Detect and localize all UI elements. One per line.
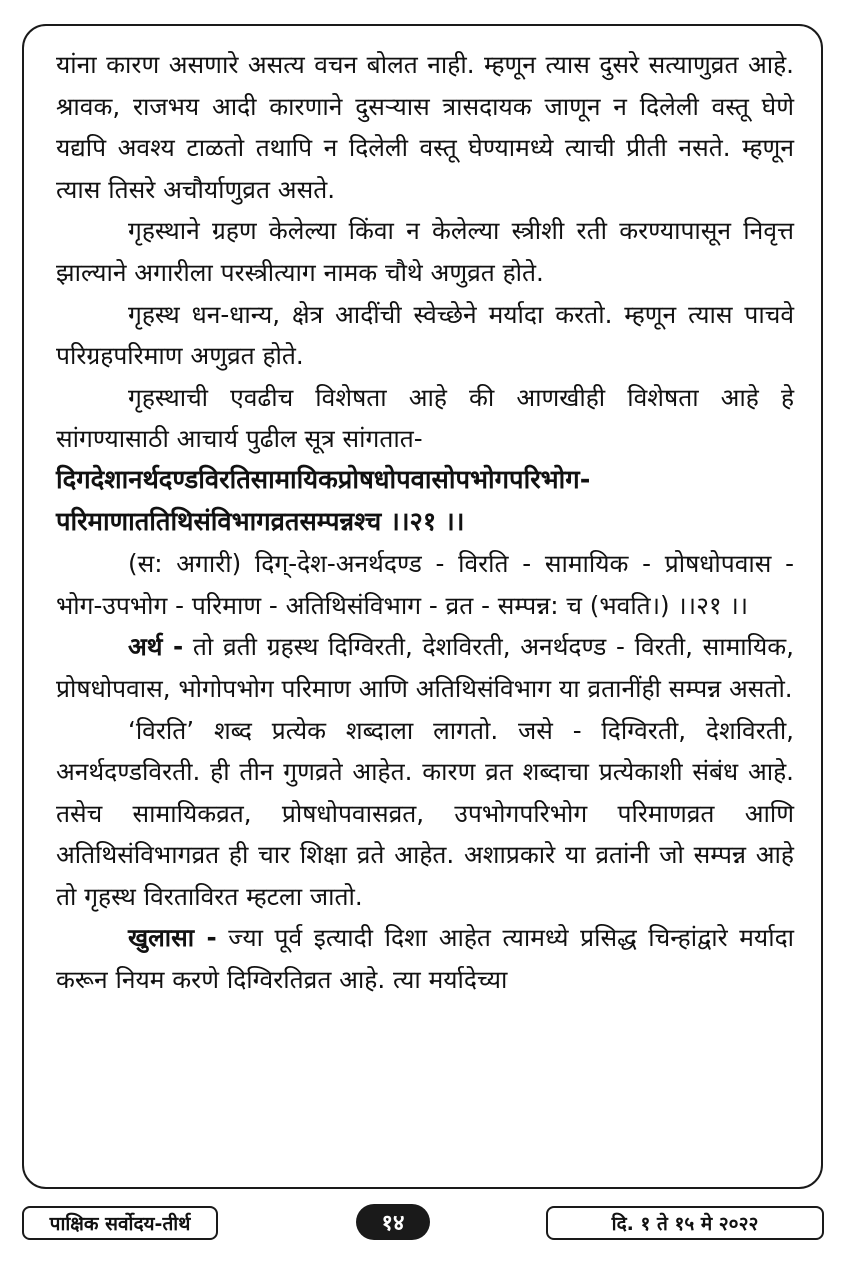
magazine-name: पाक्षिक सर्वोदय-तीर्थ bbox=[22, 1206, 218, 1240]
paragraph-1: यांना कारण असणारे असत्य वचन बोलत नाही. म्हणून त्यास दुसरे सत्याणुव्रत आहे. श्रावक, राजभय आदी कारणाने दुसऱ्यास त्रासदायक जाणून न दिलेली वस्तू घेणे यद्यपि अवश्य टाळतो तथापि न दिलेली वस्तू घेण्यामध्ये त्याची प्रीती नसते. म्हणून त्यास तिसरे अचौर्याणुव्रत असते. bbox=[56, 50, 794, 204]
explanation-text: ज्या पूर्व इत्यादी दिशा आहेत त्यामध्ये प्रसिद्ध चिन्हांद्वारे मर्यादा करून नियम करणे दिग्विरतिव्रत आहे. त्या मर्यादेच्या bbox=[56, 923, 794, 995]
paragraph-3: गृहस्थ धन-धान्य, क्षेत्र आदींची स्वेच्छेने मर्यादा करतो. म्हणून त्यास पाचवे परिग्रहपरिमाण अणुव्रत होते. bbox=[56, 299, 794, 371]
meaning-text: तो व्रती ग्रहस्थ दिग्विरती, देशविरती, अनर्थदण्ड - विरती, सामायिक, प्रोषधोपवास, भोगोपभोग परिमाण आणि अतिथिसंविभाग या व्रतानींही सम्पन्न असतो. bbox=[56, 632, 794, 703]
paragraph-7: ‘विरति’ शब्द प्रत्येक शब्दाला लागतो. जसे - दिग्विरती, देशविरती, अनर्थदण्डविरती. ही तीन गुणव्रते आहेत. कारण व्रत शब्दाचा प्रत्येकाशी संबंध आहे. तसेच सामायिकव्रत, प्रोषधोपवासव्रत, उपभोगपरिभोग परिमाणव्रत आणि अतिथिसंविभागव्रत ही चार शिक्षा व्रते आहेत. अशाप्रकारे या व्रतांनी जो सम्पन्न आहे तो गृहस्थ विरताविरत म्हटला जातो. bbox=[56, 715, 794, 911]
paragraph-4: गृहस्थाची एवढीच विशेषता आहे की आणखीही विशेषता आहे हे सांगण्यासाठी आचार्य पुढील सूत्र सांगतात- bbox=[56, 382, 794, 454]
paragraph-5: (स: अगारी) दिग्-देश-अनर्थदण्ड - विरति - सामायिक - प्रोषधोपवास - भोग-उपभोग - परिमाण - अतिथिसंविभाग - व्रत - सम्पन्न: च (भवति।) ।।२१ ।। bbox=[56, 549, 794, 620]
document-body bbox=[56, 44, 794, 1001]
paragraph-8 bbox=[56, 917, 794, 1000]
paragraph-6 bbox=[56, 626, 794, 709]
paragraph-2: गृहस्थाने ग्रहण केलेल्या किंवा न केलेल्या स्त्रीशी रती करण्यापासून निवृत्त झाल्याने अगारीला परस्त्रीत्याग नामक चौथे अणुव्रत होते. bbox=[56, 216, 794, 287]
sutra-line-2: परिमाणाततिथिसंविभागव्रतसम्पन्नश्च ।।२१ ।। bbox=[56, 506, 465, 537]
issue-date: दि. १ ते १५ मे २०२२ bbox=[546, 1206, 824, 1240]
sutra-line-1: दिगदेशानर्थदण्डविरतिसामायिकप्रोषधोपवासोपभोगपरिभोग- bbox=[56, 464, 591, 495]
meaning-label: अर्थ - bbox=[128, 632, 184, 662]
explanation-label: खुलासा - bbox=[128, 923, 217, 953]
page-number: १४ bbox=[356, 1204, 430, 1240]
